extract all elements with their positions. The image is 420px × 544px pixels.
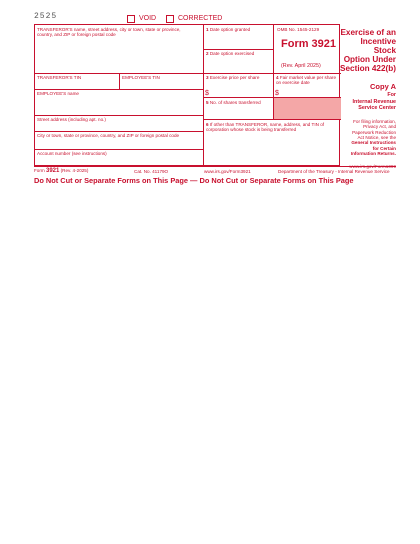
footer-department: Department of the Treasury - Internal Revenue Service bbox=[278, 169, 390, 174]
divider bbox=[35, 115, 203, 116]
shaded-area bbox=[274, 98, 341, 119]
street-address-label: Street address (including apt. no.) bbox=[37, 117, 106, 122]
employee-tin-label: EMPLOYEE'S TIN bbox=[122, 75, 160, 80]
box4-dollar: $ bbox=[275, 90, 279, 97]
form-code: 2525 bbox=[34, 12, 58, 21]
box3-label: 3 Exercise price per share bbox=[206, 75, 260, 80]
for-irs-label: For Internal Revenue Service Center bbox=[352, 92, 396, 112]
form-revision: (Rev. April 2025) bbox=[281, 63, 321, 69]
footer-cat-number: Cat. No. 41179O bbox=[134, 169, 169, 174]
corrected-checkbox[interactable] bbox=[166, 15, 174, 23]
employee-name-label: EMPLOYEE'S name bbox=[37, 91, 79, 96]
box2-label: 2 Date option exercised bbox=[206, 51, 255, 56]
divider bbox=[35, 89, 203, 90]
account-number-label: Account number (see instructions) bbox=[37, 151, 107, 156]
form-grid bbox=[34, 24, 340, 166]
general-instructions-text: General Instructions for Certain Information Returns. bbox=[350, 140, 396, 157]
box6-label: 6 If other than TRANSFEROR, name, address, and TIN of corporation whose stock is being transferred bbox=[206, 122, 325, 133]
filing-info-text: For filing information, Privacy Act, and Paperwork Reduction Act Notice, see the bbox=[352, 118, 396, 140]
footer-form: Form 3921 (Rev. 4-2025) bbox=[34, 168, 89, 174]
form-title: Exercise of an Incentive Stock Option Under Section 422(b) bbox=[340, 28, 396, 73]
box1-label: 1 Date option granted bbox=[206, 27, 251, 32]
divider bbox=[34, 166, 396, 167]
city-label: City or town, state or province, country, and ZIP or foreign postal code bbox=[37, 133, 180, 138]
omb-number: OMB No. 1545-2129 bbox=[277, 27, 320, 32]
box5-label: 5 No. of shares transferred bbox=[206, 100, 261, 105]
copy-a-label: Copy A bbox=[370, 82, 396, 91]
void-label: VOID bbox=[139, 15, 157, 22]
box4-label: 4 Fair market value per share on exercise date bbox=[276, 75, 337, 86]
footer-url[interactable]: www.irs.gov/Form3921 bbox=[204, 169, 251, 174]
divider bbox=[203, 119, 341, 120]
transferor-tin-label: TRANSFEROR'S TIN bbox=[37, 75, 82, 80]
divider bbox=[203, 49, 273, 50]
void-checkbox[interactable] bbox=[127, 15, 135, 23]
divider bbox=[203, 73, 341, 74]
transferor-name-label: TRANSFEROR'S name, street address, city or town, state or province, country, and ZIP or foreign postal code bbox=[37, 27, 181, 38]
form-name: Form 3921 bbox=[281, 38, 337, 50]
divider bbox=[119, 73, 120, 89]
divider bbox=[35, 131, 203, 132]
corrected-label: CORRECTED bbox=[178, 15, 223, 22]
divider bbox=[35, 149, 203, 150]
do-not-cut-notice: Do Not Cut or Separate Forms on This Page — Do Not Cut or Separate Forms on This Page bbox=[34, 176, 354, 185]
divider bbox=[203, 25, 204, 167]
right-panel bbox=[336, 28, 396, 169]
box3-dollar: $ bbox=[205, 90, 209, 97]
